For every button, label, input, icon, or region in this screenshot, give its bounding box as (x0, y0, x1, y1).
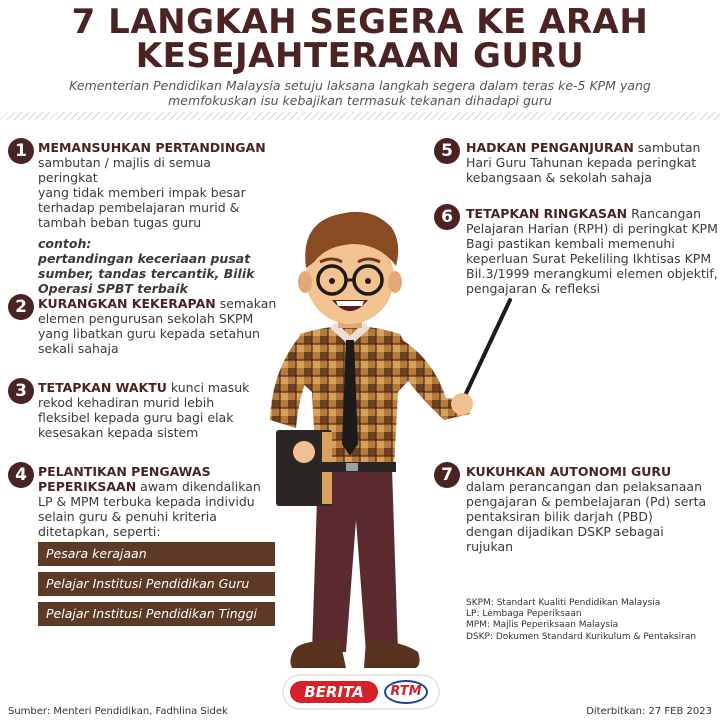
step-4-lead-2: PEPERIKSAAN (38, 479, 137, 494)
step-1-example-line: sumber, tandas tercantik, Bilik (38, 266, 255, 281)
step-6-line: Pelajaran Harian (RPH) di peringkat KPM (466, 221, 718, 236)
step-6-line: pengajaran & refleksi (466, 281, 601, 296)
step-1-example-line: contoh: (38, 236, 92, 251)
option-box: Pesara kerajaan (38, 542, 275, 566)
step-3-line: fleksibel kepada guru bagi elak (38, 410, 234, 425)
step-7-lead: KUKUHKAN AUTONOMI GURU (466, 464, 672, 479)
pointer-stick (462, 300, 510, 402)
step-1-example-line: Operasi SPBT terbaik (38, 281, 188, 296)
step-2 (38, 296, 278, 356)
step-4-line: ditetapkan, seperti: (38, 524, 161, 539)
subtitle-line-1: Kementerian Pendidikan Malaysia setuju laksana langkah segera dalam teras ke-5 KPM yang (69, 78, 651, 93)
ear-left (298, 271, 312, 293)
glossary-item: MPM: Majlis Peperiksaan Malaysia (466, 620, 619, 631)
step-3-number-badge: 3 (8, 378, 34, 404)
step-6-line: Bagi pastikan kembali memenuhi (466, 236, 675, 251)
step-3-lead-rest: kunci masuk (166, 380, 250, 395)
step-1-number-badge: 1 (8, 138, 34, 164)
step-5-line: kebangsaan & sekolah sahaja (466, 170, 652, 185)
step-7-number-badge: 7 (434, 462, 460, 488)
step-6-lead: TETAPKAN RINGKASAN (466, 206, 628, 221)
step-4-line: LP & MPM terbuka kepada individu (38, 494, 255, 509)
glossary-item: DSKP: Dokumen Standard Kurikulum & Pentaksiran (466, 631, 697, 642)
step-1-example-line: pertandingan keceriaan pusat (38, 251, 251, 266)
step-1-line: tambah beban tugas guru (38, 215, 202, 230)
step-5-line: Hari Guru Tahunan kepada peringkat (466, 155, 697, 170)
step-2-lead-rest: semakan (215, 296, 277, 311)
subtitle (40, 78, 680, 108)
step-7-line: pentaksiran bilik darjah (PBD) (466, 509, 653, 524)
ear-right (388, 271, 402, 293)
logo-mark: RTM (384, 680, 428, 704)
glossary (466, 598, 696, 643)
step-5 (466, 140, 716, 185)
step-7-line: rujukan (466, 539, 514, 554)
shoe-left (290, 640, 346, 668)
step-2-line: elemen pengurusan sekolah SKPM (38, 311, 254, 326)
step-6-number-badge: 6 (434, 204, 460, 230)
step-1 (38, 140, 273, 296)
step-4-line: selain guru & penuhi kriteria (38, 509, 217, 524)
step-2-line: yang libatkan guru kepada setahun (38, 326, 260, 341)
step-7-line: pengajaran & pembelajaran (Pd) serta (466, 494, 707, 509)
step-2-line: sekali sahaja (38, 341, 119, 356)
title-line-1: 7 LANGKAH SEGERA KE ARAH (71, 2, 649, 42)
step-2-number-badge: 2 (8, 294, 34, 320)
step-3-line: kesesakan kepada sistem (38, 425, 199, 440)
step-4-number-badge: 4 (8, 462, 34, 488)
step-7-line: dengan dijadikan DSKP sebagai (466, 524, 664, 539)
shoe-right (364, 640, 420, 668)
berita-rtm-logo (284, 676, 438, 708)
step-1-line: terhadap pembelajaran murid & (38, 200, 240, 215)
header-divider (0, 112, 720, 120)
step-3-lead: TETAPKAN WAKTU (38, 380, 167, 395)
step-1-line: sambutan / majlis di semua peringkat (38, 155, 211, 185)
source-credit: Sumber: Menteri Pendidikan, Fadhlina Sidek (8, 706, 228, 717)
option-box: Pelajar Institusi Pendidikan Guru (38, 572, 275, 596)
step-6-lead-rest: Rancangan (627, 206, 702, 221)
right-hand (451, 393, 473, 415)
step-1-line: yang tidak memberi impak besar (38, 185, 246, 200)
step-5-number-badge: 5 (434, 138, 460, 164)
left-hand (293, 441, 315, 463)
logo-brand: BERITA (290, 681, 378, 703)
step-6-line: Bil.3/1999 merangkumi elemen objektif, (466, 266, 718, 281)
step-4-lead-rest: awam dikendalikan (136, 479, 261, 494)
step-5-lead: HADKAN PENGANJURAN (466, 140, 634, 155)
step-1-example (38, 236, 273, 296)
step-2-lead: KURANGKAN KEKERAPAN (38, 296, 216, 311)
glossary-item: LP: Lembaga Peperiksaan (466, 609, 582, 620)
title-line-2: KESEJAHTERAAN GURU (135, 36, 585, 76)
step-7-line: dalam perancangan dan pelaksanaan (466, 479, 702, 494)
publish-date: Diterbitkan: 27 FEB 2023 (586, 706, 712, 717)
step-4-lead: PELANTIKAN PENGAWAS (38, 464, 211, 479)
step-6-line: keperluan Surat Pekeliling Ikhtisas KPM (466, 251, 712, 266)
step-3 (38, 380, 278, 440)
glossary-item: SKPM: Standart Kualiti Pendidikan Malaysia (466, 598, 661, 608)
option-box: Pelajar Institusi Pendidikan Tinggi (38, 602, 275, 626)
step-5-lead-rest: sambutan (633, 140, 701, 155)
subtitle-line-2: memfokuskan isu kebajikan termasuk tekanan dihadapi guru (168, 93, 552, 108)
step-3-line: rekod kehadiran murid lebih (38, 395, 215, 410)
step-1-lead: MEMANSUHKAN PERTANDINGAN (38, 140, 266, 155)
step-4 (38, 464, 278, 539)
